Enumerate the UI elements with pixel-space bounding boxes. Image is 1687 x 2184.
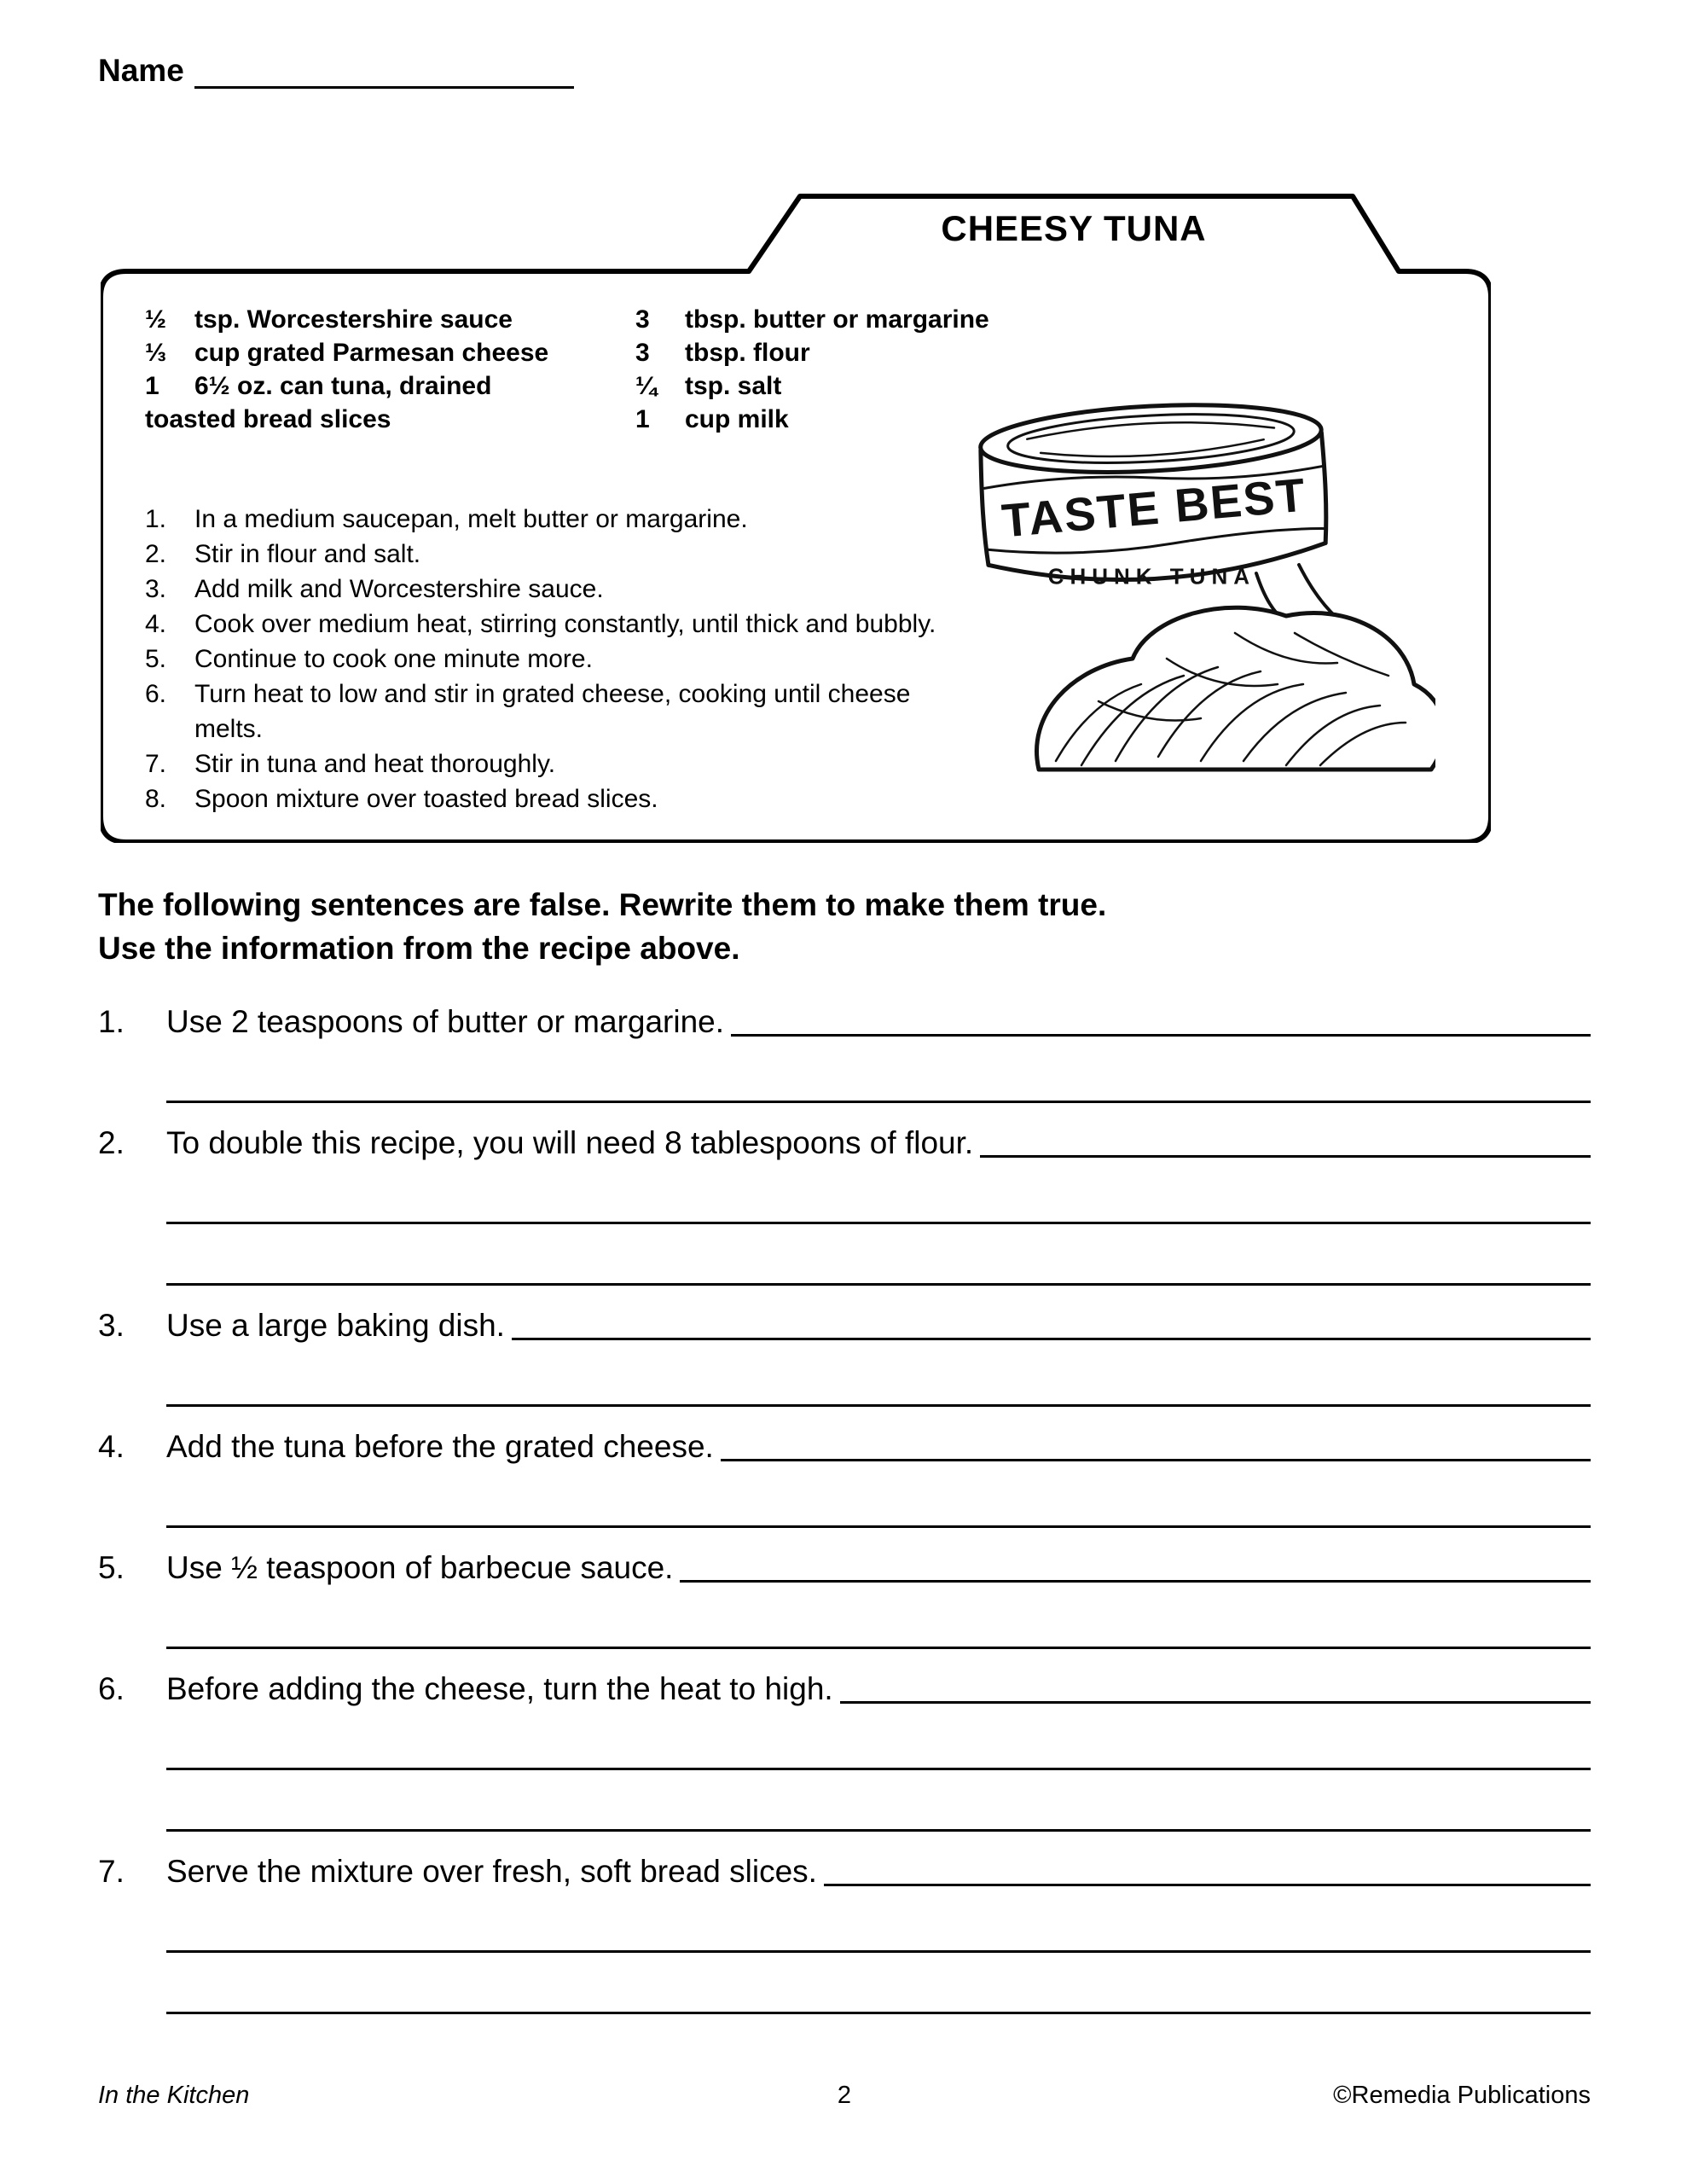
question-5	[98, 1548, 1591, 1649]
step-text: Stir in flour and salt.	[194, 540, 421, 568]
answer-line[interactable]	[824, 1861, 1591, 1886]
name-row	[98, 53, 574, 89]
question-text: Use ½ teaspoon of barbecue sauce.	[166, 1550, 674, 1585]
answer-line[interactable]	[166, 1163, 1591, 1224]
question-number: 5.	[98, 1550, 125, 1585]
recipe-step	[145, 781, 981, 816]
answer-line[interactable]	[840, 1678, 1591, 1704]
question-number: 6.	[98, 1671, 125, 1706]
footer-book-title: In the Kitchen	[98, 2082, 250, 2109]
recipe-step	[145, 502, 981, 537]
answer-line[interactable]	[166, 1042, 1591, 1103]
recipe-step	[145, 677, 981, 746]
step-number: 8.	[145, 785, 167, 813]
ingredient-text: cup milk	[685, 405, 789, 433]
recipe-step	[145, 642, 981, 677]
answer-line[interactable]	[166, 1588, 1591, 1649]
answer-line[interactable]	[721, 1436, 1591, 1461]
answer-line[interactable]	[166, 1953, 1591, 2014]
ingredient-text: tbsp. butter or margarine	[685, 305, 989, 334]
step-text: Stir in tuna and heat thoroughly.	[194, 750, 556, 778]
ingredient-row	[145, 303, 548, 336]
question-3	[98, 1306, 1591, 1407]
step-text: Turn heat to low and stir in grated cheese, cooking until cheese melts.	[194, 680, 911, 743]
answer-line[interactable]	[166, 1467, 1591, 1528]
step-number: 2.	[145, 540, 167, 568]
ingredient-text: tsp. Worcestershire sauce	[194, 305, 513, 334]
name-blank-line[interactable]	[194, 58, 574, 89]
instructions-line-2: Use the information from the recipe above.	[98, 931, 740, 966]
recipe-card	[101, 189, 1491, 843]
step-number: 4.	[145, 610, 167, 638]
tuna-can-illustration	[932, 394, 1435, 787]
ingredient-text: toasted bread slices	[145, 405, 391, 433]
question-text: Use a large baking dish.	[166, 1308, 505, 1343]
ingredient-text: cup grated Parmesan cheese	[194, 339, 549, 367]
answer-line[interactable]	[166, 1345, 1591, 1407]
question-6	[98, 1670, 1591, 1832]
question-text: Serve the mixture over fresh, soft bread slices.	[166, 1854, 817, 1889]
ingredient-row	[145, 369, 548, 403]
step-text: Add milk and Worcestershire sauce.	[194, 575, 604, 603]
can-label-chunk-tuna: CHUNK TUNA	[1047, 563, 1256, 590]
answer-line[interactable]	[980, 1132, 1591, 1158]
question-4	[98, 1427, 1591, 1528]
step-number: 7.	[145, 750, 167, 778]
ingredient-row	[145, 336, 548, 369]
step-number: 3.	[145, 575, 167, 603]
answer-line[interactable]	[512, 1315, 1591, 1340]
recipe-steps	[145, 502, 981, 816]
step-number: 5.	[145, 645, 167, 673]
ingredient-text: tbsp. flour	[685, 339, 810, 367]
answer-line[interactable]	[166, 1224, 1591, 1286]
exercise-section	[98, 883, 1591, 2035]
step-text: Cook over medium heat, stirring constantly, until thick and bubbly.	[194, 610, 936, 638]
question-text: Add the tuna before the grated cheese.	[166, 1429, 714, 1464]
answer-line[interactable]	[680, 1557, 1591, 1583]
ingredient-qty: 1	[145, 372, 159, 400]
ingredient-text: tsp. salt	[685, 372, 782, 400]
name-label: Name	[98, 53, 184, 88]
question-number: 7.	[98, 1854, 125, 1889]
question-7	[98, 1852, 1591, 2014]
exercise-instructions	[98, 883, 1591, 970]
question-text: To double this recipe, you will need 8 tablespoons of flour.	[166, 1125, 974, 1160]
footer-publisher: ©Remedia Publications	[1333, 2082, 1591, 2109]
recipe-title: CHEESY TUNA	[941, 208, 1207, 248]
question-2	[98, 1124, 1591, 1286]
ingredient-row	[635, 336, 989, 369]
ingredients-left-column	[145, 303, 548, 436]
answer-line[interactable]	[166, 1709, 1591, 1770]
footer-page-number: 2	[837, 2082, 852, 2109]
ingredient-qty: ⅓	[145, 339, 167, 367]
ingredient-row	[635, 303, 989, 336]
instructions-line-1: The following sentences are false. Rewrite them to make them true.	[98, 887, 1107, 922]
recipe-step	[145, 746, 981, 781]
ingredient-qty: 3	[635, 305, 650, 334]
question-number: 3.	[98, 1308, 125, 1343]
step-text: Spoon mixture over toasted bread slices.	[194, 785, 658, 813]
ingredient-qty: ½	[145, 305, 167, 334]
answer-line[interactable]	[166, 1891, 1591, 1953]
can-label-taste-best: TASTE BEST	[1000, 468, 1309, 548]
answer-line[interactable]	[166, 1770, 1591, 1832]
question-text: Before adding the cheese, turn the heat to high.	[166, 1671, 833, 1706]
question-number: 1.	[98, 1004, 125, 1039]
step-number: 6.	[145, 680, 167, 708]
recipe-step	[145, 537, 981, 572]
question-text: Use 2 teaspoons of butter or margarine.	[166, 1004, 725, 1039]
answer-line[interactable]	[731, 1011, 1591, 1037]
step-number: 1.	[145, 505, 167, 533]
ingredient-qty: ¼	[635, 372, 658, 400]
page-footer	[98, 2082, 1591, 2110]
recipe-step	[145, 607, 981, 642]
question-number: 4.	[98, 1429, 125, 1464]
ingredient-row	[145, 403, 548, 436]
question-1	[98, 1002, 1591, 1103]
ingredient-qty: 3	[635, 339, 650, 367]
ingredient-qty: 1	[635, 405, 650, 433]
step-text: In a medium saucepan, melt butter or margarine.	[194, 505, 748, 533]
step-text: Continue to cook one minute more.	[194, 645, 593, 673]
recipe-step	[145, 572, 981, 607]
ingredient-text: 6½ oz. can tuna, drained	[194, 372, 492, 400]
question-number: 2.	[98, 1125, 125, 1160]
